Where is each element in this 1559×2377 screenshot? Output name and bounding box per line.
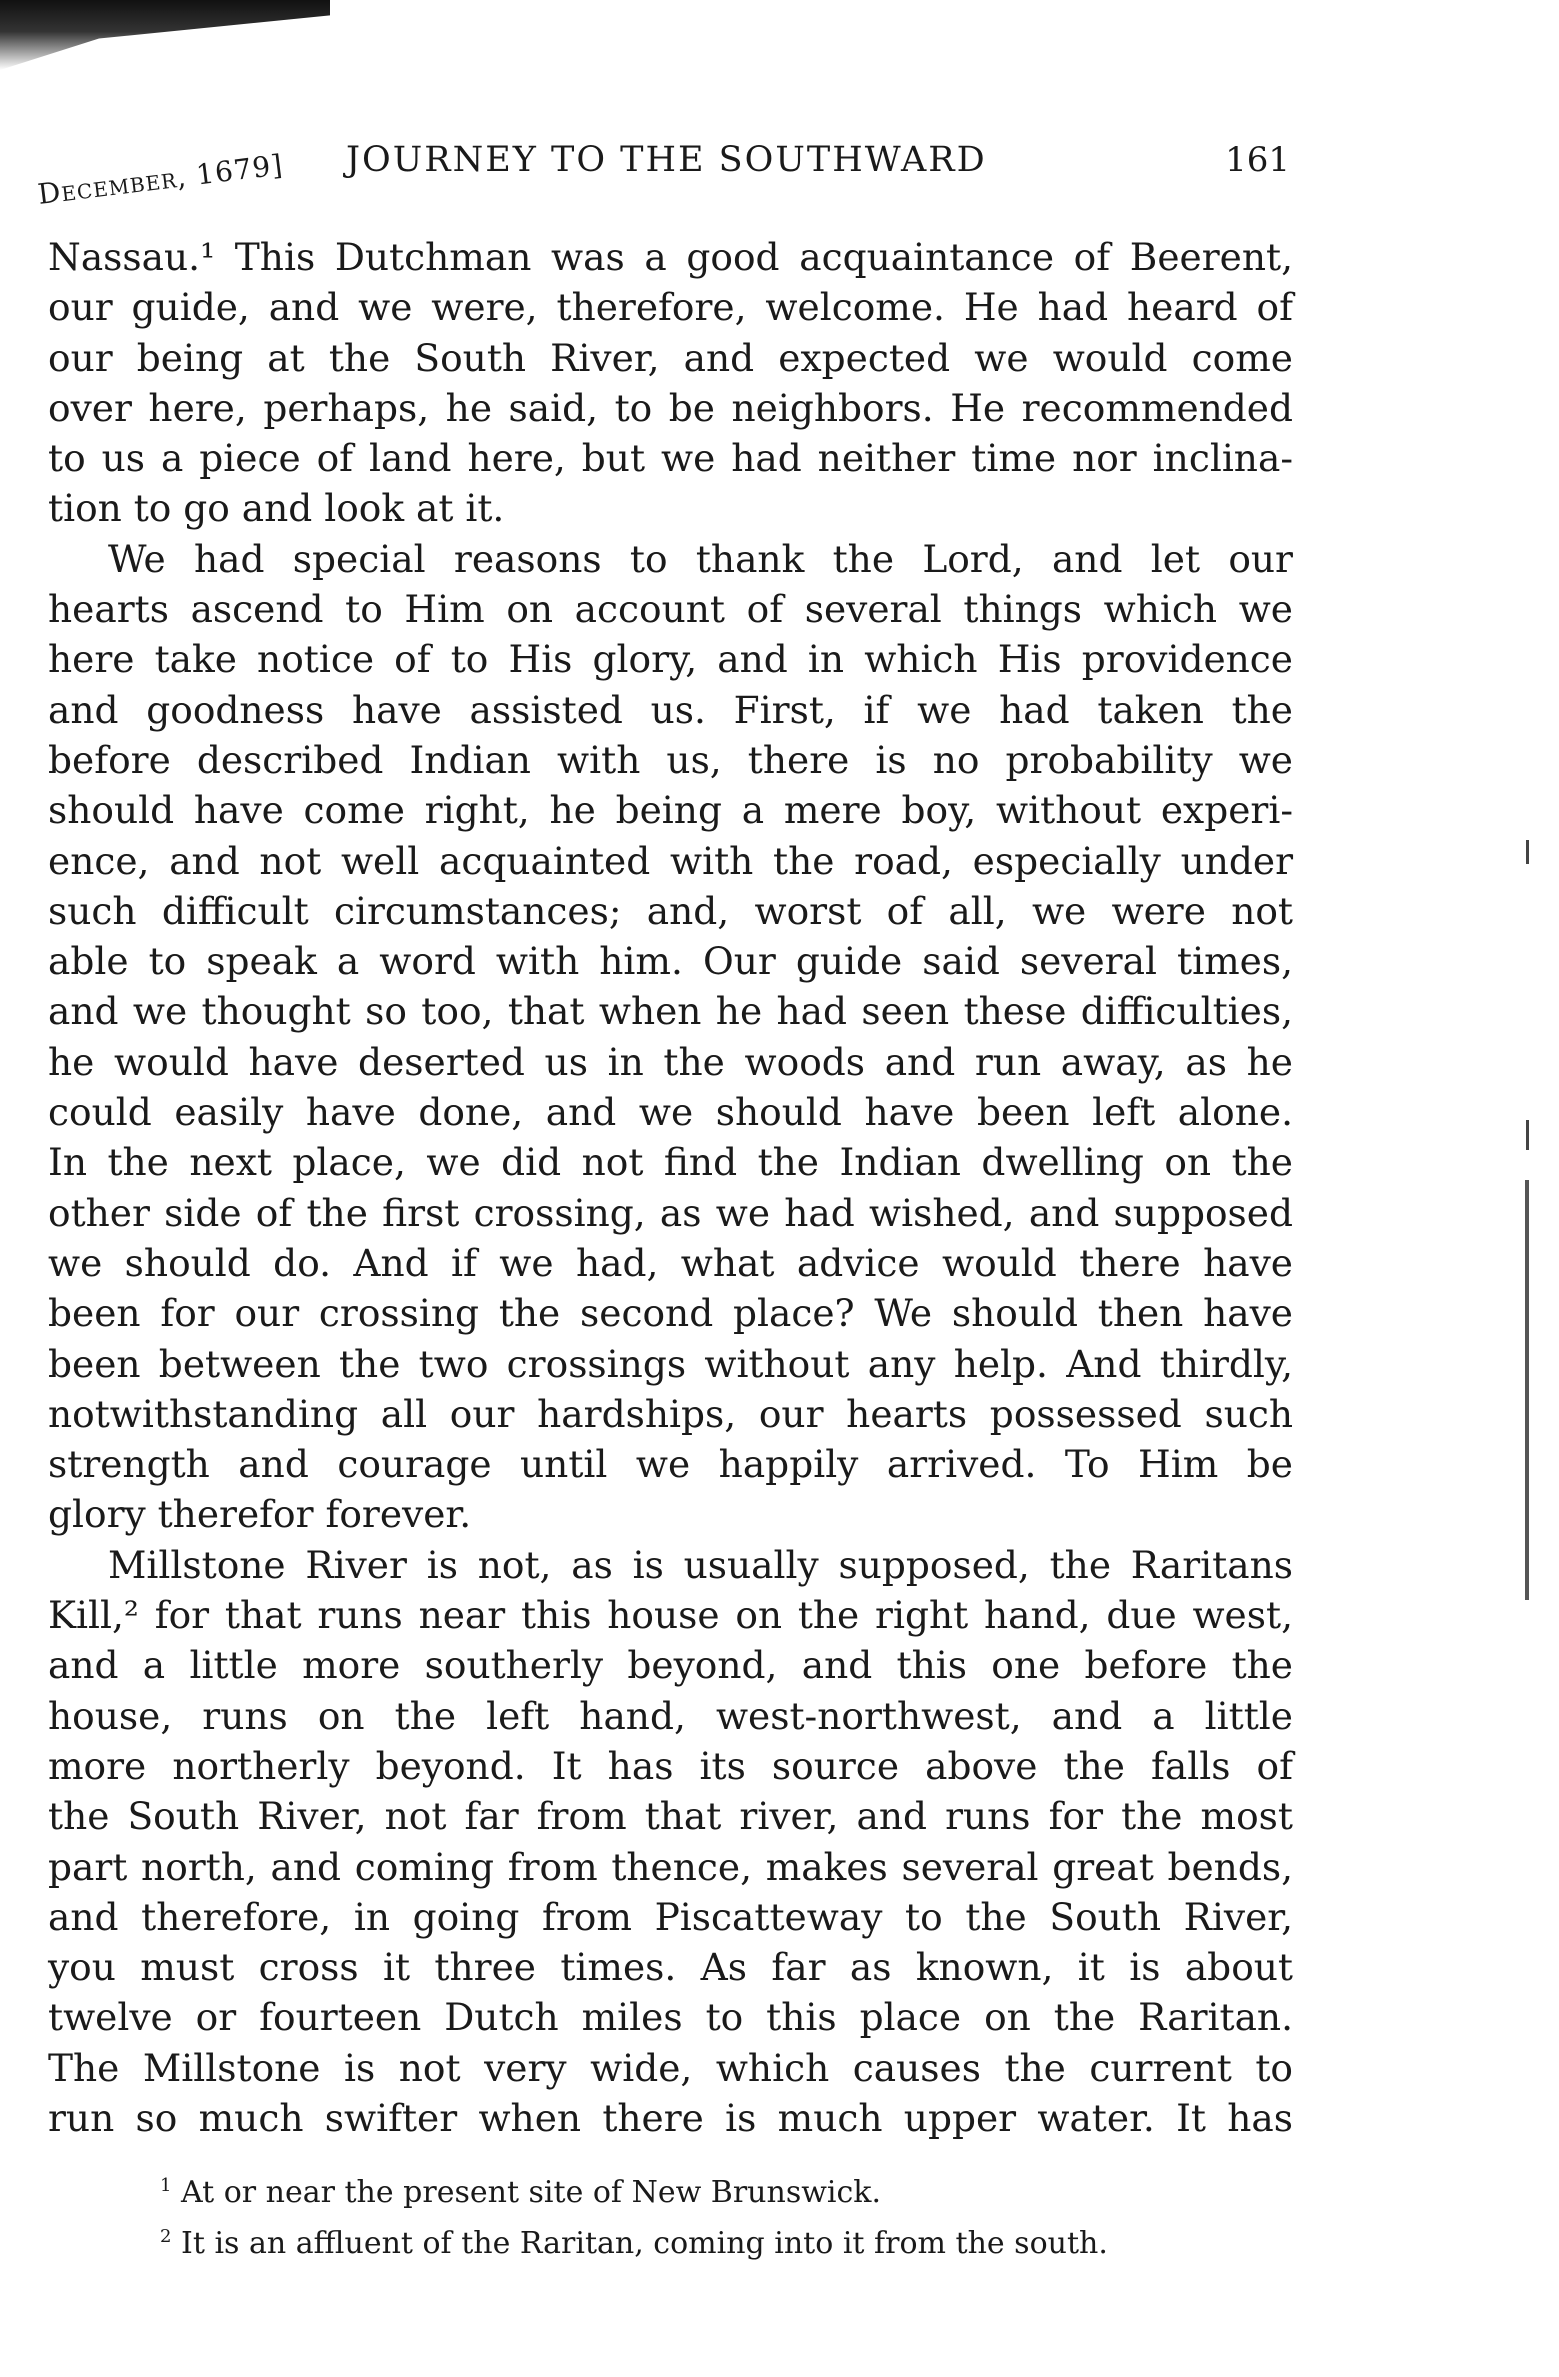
text-line: The Millstone is not very wide, which causes the current to [48,2045,1293,2090]
text-line: and goodness have assisted us. First, if we had taken the [48,687,1293,732]
text-line: he would have deserted us in the woods and run away, as he [48,1039,1293,1084]
footnotes [160,2164,1260,2266]
text-line: our being at the South River, and expected we would come [48,335,1293,380]
running-date: December, 1679] [35,148,285,211]
text-line: In the next place, we did not find the Indian dwelling on the [48,1140,1293,1185]
text-line: should have come right, he being a mere boy, without experi- [48,788,1293,833]
text-line: other side of the first crossing, as we had wished, and supposed [48,1190,1293,1235]
margin-mark [1526,840,1529,864]
text-line: We had special reasons to thank the Lord, and let our [108,536,1293,581]
text-line: more northerly beyond. It has its source above the falls of [48,1743,1293,1788]
footnote-mark: 2 [160,2226,172,2247]
margin-mark [1525,1180,1529,1600]
text-line: our guide, and we were, therefore, welcome. He had heard of [48,285,1293,330]
text-line: tion to go and look at it. [48,486,505,531]
footnote-mark: 1 [160,2175,172,2196]
text-line: twelve or fourteen Dutch miles to this place on the Raritan. [48,1995,1293,2040]
text-line: hearts ascend to Him on account of several things which we [48,587,1293,632]
footnote-text: At or near the present site of New Brunswick. [181,2175,882,2210]
running-title: JOURNEY TO THE SOUTHWARD [346,140,987,180]
text-line: to us a piece of land here, but we had neither time nor inclina- [48,436,1293,481]
text-line: here take notice of to His glory, and in which His providence [48,637,1293,682]
text-line: and a little more southerly beyond, and this one before the [48,1643,1293,1688]
text-line: could easily have done, and we should have been left alone. [48,1090,1293,1135]
margin-mark [1526,1120,1529,1150]
text-line: Nassau.¹ This Dutchman was a good acquaintance of Beerent, [48,235,1293,279]
text-line: such difficult circumstances; and, worst of all, we were not [48,888,1293,933]
footnote [160,2164,1260,2215]
text-line: we should do. And if we had, what advice would there have [48,1240,1293,1285]
text-line: the South River, not far from that river, and runs for the most [48,1794,1293,1839]
running-header [35,140,1290,211]
text-line: house, runs on the left hand, west-northwest, and a little [48,1693,1293,1738]
text-line: notwithstanding all our hardships, our hearts possessed such [48,1391,1293,1436]
page-number: 161 [1225,140,1290,180]
text-line: been for our crossing the second place? We should then have [48,1291,1293,1336]
text-line: part north, and coming from thence, makes several great bends, [48,1844,1293,1889]
footnote-text: It is an affluent of the Raritan, coming into it from the south. [181,2226,1108,2261]
text-line: over here, perhaps, he said, to be neighbors. He recommended [48,385,1293,430]
text-line: Millstone River is not, as is usually supposed, the Raritans [108,1542,1293,1587]
text-line: strength and courage until we happily arrived. To Him be [48,1442,1293,1487]
footnote [160,2215,1260,2266]
text-line: and therefore, in going from Piscatteway to the South River, [48,1894,1293,1939]
text-line: and we thought so too, that when he had seen these difficulties, [48,989,1293,1034]
text-line: ence, and not well acquainted with the road, especially under [48,838,1293,883]
text-line: before described Indian with us, there is no probability we [48,737,1293,782]
text-line: Kill,² for that runs near this house on the right hand, due west, [48,1593,1293,1638]
text-line: been between the two crossings without any help. And thirdly, [48,1341,1293,1386]
scan-edge-mark [0,0,330,70]
text-line: run so much swifter when there is much upper water. It has [48,2095,1293,2140]
body-text [48,232,1293,2143]
text-line: you must cross it three times. As far as known, it is about [48,1945,1293,1990]
text-line: glory therefor forever. [48,1492,472,1537]
text-line: able to speak a word with him. Our guide said several times, [48,939,1293,984]
